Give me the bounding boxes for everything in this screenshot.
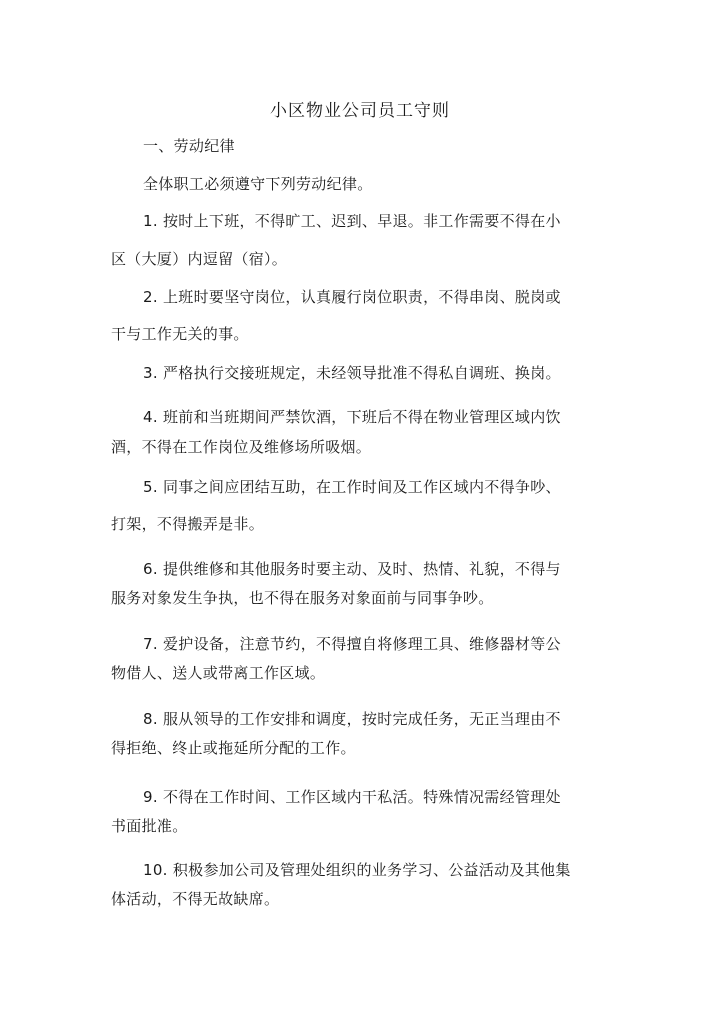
rule-item-8-line2: 得拒绝、终止或拖延所分配的工作。 xyxy=(111,739,356,757)
rule-number: 8. xyxy=(143,710,158,728)
rule-text: 班前和当班期间严禁饮酒，下班后不得在物业管理区域内饮 xyxy=(163,408,561,426)
rule-number: 5. xyxy=(143,478,158,496)
rule-number: 4. xyxy=(143,408,158,426)
rule-number: 1. xyxy=(143,212,158,230)
rule-text: 提供维修和其他服务时要主动、及时、热情、礼貌，不得与 xyxy=(163,560,561,578)
rule-item-9-line2: 书面批准。 xyxy=(111,817,188,835)
rule-item-5-line1 xyxy=(143,477,593,497)
rule-text: 同事之间应团结互助，在工作时间及工作区域内不得争吵、 xyxy=(163,478,561,496)
rule-number: 9. xyxy=(143,788,158,806)
rule-text: 积极参加公司及管理处组织的业务学习、公益活动及其他集 xyxy=(172,861,571,879)
rule-text: 不得在工作时间、工作区域内干私活。特殊情况需经管理处 xyxy=(163,788,561,806)
intro-text: 全体职工必须遵守下列劳动纪律。 xyxy=(143,175,373,193)
rule-number: 2. xyxy=(143,288,158,306)
rule-item-7-line1 xyxy=(143,634,593,654)
rule-text: 按时上下班，不得旷工、迟到、早退。非工作需要不得在小 xyxy=(163,212,561,230)
rule-number: 3. xyxy=(143,364,158,382)
rule-item-3-line1 xyxy=(143,363,593,383)
rule-item-8-line1 xyxy=(143,709,593,729)
rule-item-1-line1 xyxy=(143,211,593,231)
rule-item-6-line1 xyxy=(143,559,593,579)
rule-text: 服从领导的工作安排和调度，按时完成任务，无正当理由不 xyxy=(163,710,561,728)
rule-item-2-line2: 干与工作无关的事。 xyxy=(111,325,249,343)
rule-item-5-line2: 打架，不得搬弄是非。 xyxy=(111,515,265,533)
rule-item-9-line1 xyxy=(143,787,593,807)
rule-item-6-line2: 服务对象发生争执，也不得在服务对象面前与同事争吵。 xyxy=(111,589,494,607)
rule-item-1-line2: 区（大厦）内逗留（宿）。 xyxy=(111,250,288,268)
rule-text: 上班时要坚守岗位，认真履行岗位职责，不得串岗、脱岗或 xyxy=(163,288,561,306)
rule-number: 7. xyxy=(143,635,158,653)
document-title: 小区物业公司员工守则 xyxy=(270,101,450,121)
rule-text: 严格执行交接班规定，未经领导批准不得私自调班、换岗。 xyxy=(163,364,561,382)
rule-item-4-line1 xyxy=(143,407,593,427)
rule-item-7-line2: 物借人、送人或带离工作区域。 xyxy=(111,664,326,682)
rule-number: 6. xyxy=(143,560,158,578)
rule-text: 爱护设备，注意节约，不得擅自将修理工具、维修器材等公 xyxy=(163,635,561,653)
rule-item-4-line2: 酒，不得在工作岗位及维修场所吸烟。 xyxy=(111,438,372,456)
rule-item-10-line2: 体活动，不得无故缺席。 xyxy=(111,890,280,908)
rule-number: 10. xyxy=(143,861,168,879)
rule-item-2-line1 xyxy=(143,287,593,307)
section-heading: 一、劳动纪律 xyxy=(143,137,235,155)
rule-item-10-line1 xyxy=(143,860,593,880)
